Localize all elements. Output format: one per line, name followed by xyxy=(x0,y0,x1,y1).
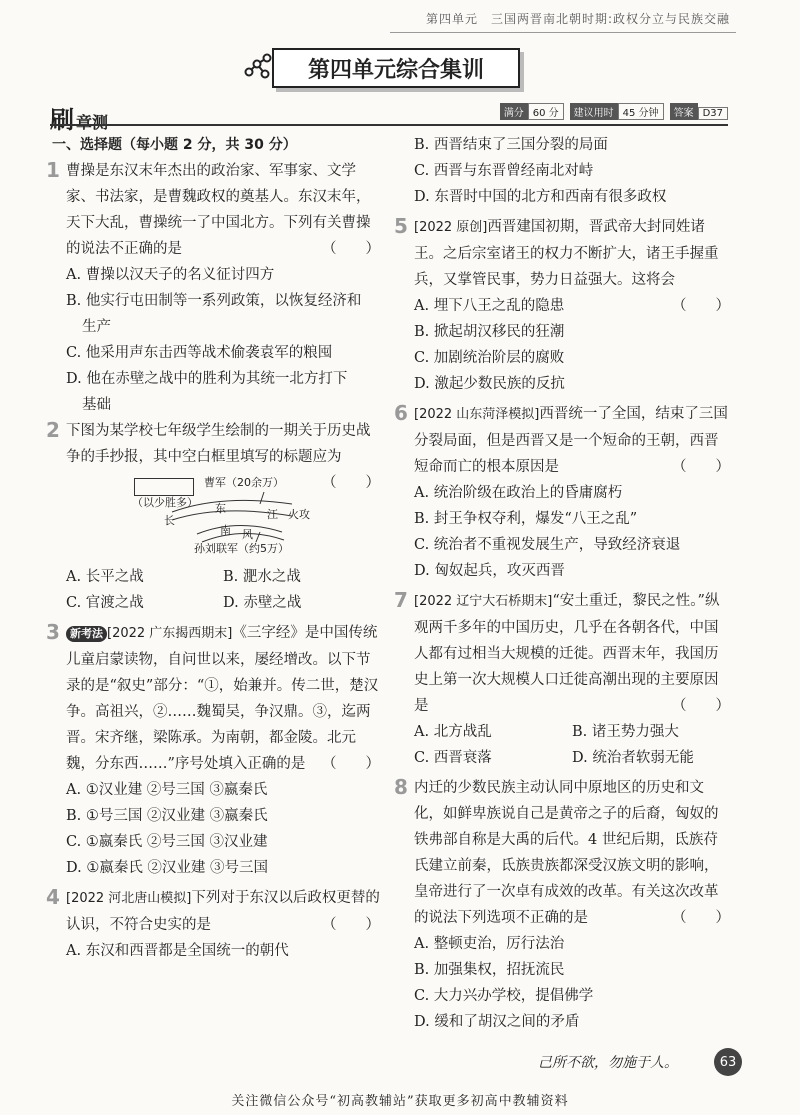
sun-liu-army-label: 孙刘联军（约5万） xyxy=(194,542,289,555)
option-b: B. 西晋结束了三国分裂的局面 xyxy=(414,137,608,153)
nan-label: 南 xyxy=(220,524,231,537)
question-stem: 西晋统一了全国，结束了三国分裂局面，但是西晋又是一个短命的王朝，西晋短命而亡的根本原因是 xyxy=(414,406,728,475)
score-label: 满分 xyxy=(500,103,528,120)
option-a: A. 东汉和西晋都是全国统一的朝代 xyxy=(66,943,289,959)
practice-divider xyxy=(50,124,728,126)
question-stem: 曹操是东汉末年杰出的政治家、军事家、文学家、书法家，是曹魏政权的奠基人。东汉末年，天下大乱，曹操统一了中国北方。下列有关曹操的说法不正确的是 xyxy=(66,163,371,257)
answer-paren: （ ） xyxy=(322,917,380,933)
page-title: 第四单元综合集训 xyxy=(272,48,520,88)
question-6 xyxy=(394,401,730,480)
option-d: D. ①嬴秦氏 ②汉业建 ③号三国 xyxy=(66,860,269,876)
question-7 xyxy=(394,588,730,719)
option-d: D. 他在赤壁之战中的胜利为其统一北方打下 xyxy=(66,371,348,387)
option-c: C. 他采用声东击西等战术偷袭袁军的粮囤 xyxy=(66,345,333,361)
time-label: 建议用时 xyxy=(570,103,618,120)
option-c: C. 官渡之战 xyxy=(66,595,144,611)
question-number: 2 xyxy=(46,418,60,442)
option-b: B. ①号三国 ②汉业建 ③嬴秦氏 xyxy=(66,808,268,824)
answer-paren: （ ） xyxy=(672,298,730,314)
question-number: 8 xyxy=(394,775,408,799)
option-c: C. 加剧统治阶层的腐败 xyxy=(414,350,565,366)
question-source: [2022 原创] xyxy=(414,220,488,235)
question-stem: “安土重迁，黎民之性。”纵观两千多年的中国历史，几乎在各朝各代，中国人都有过相当大规模的迁徙。西晋末年，我国历史上第一次大规模人口迁徙高潮出现的主要原因是 xyxy=(414,593,720,714)
question-source: [2022 山东菏泽模拟] xyxy=(414,407,540,422)
option-b-cont: 生产 xyxy=(82,319,111,335)
option-c: C. 西晋衰落 xyxy=(414,750,492,766)
footer-quote: 己所不欲，勿施于人。 xyxy=(538,1055,678,1071)
option-d: D. 统治者软弱无能 xyxy=(572,750,694,766)
battle-diagram xyxy=(52,474,380,556)
new-method-badge: 新考法 xyxy=(66,626,107,642)
question-number: 3 xyxy=(46,620,60,644)
practice-label-small: 章测 xyxy=(76,113,109,132)
option-d: D. 缓和了胡汉之间的矛盾 xyxy=(414,1014,580,1030)
question-source: [2022 广东揭西期末] xyxy=(107,626,233,641)
left-column xyxy=(46,132,380,964)
header-divider xyxy=(390,32,736,33)
practice-meta xyxy=(500,103,728,120)
time-value: 45 分钟 xyxy=(618,103,664,120)
option-d: D. 激起少数民族的反抗 xyxy=(414,376,565,392)
option-b: B. 加强集权，招抚流民 xyxy=(414,962,565,978)
question-3 xyxy=(46,620,380,777)
dong-label: 东 xyxy=(215,502,226,515)
question-number: 6 xyxy=(394,401,408,425)
question-number: 1 xyxy=(46,158,60,182)
question-8 xyxy=(394,775,730,931)
option-a: A. 北方战乱 xyxy=(414,724,492,740)
option-b: B. 他实行屯田制等一系列政策，以恢复经济和 xyxy=(66,293,362,309)
answer-paren: （ ） xyxy=(672,698,730,714)
question-1 xyxy=(46,158,380,262)
answer-paren: （ ） xyxy=(672,459,730,475)
option-b: B. 诸王势力强大 xyxy=(572,724,679,740)
option-d: D. 匈奴起兵，攻灭西晋 xyxy=(414,563,565,579)
question-source: [2022 河北唐山模拟] xyxy=(66,891,192,906)
jiang-label: 江 xyxy=(267,508,278,521)
option-a: A. 整顿吏治，厉行法治 xyxy=(414,936,565,952)
question-stem: 下图为某学校七年级学生绘制的一期关于历史战争的手抄报，其中空白框里填写的标题应为 xyxy=(66,423,371,465)
option-b: B. 封王争权夺利，爆发“八王之乱” xyxy=(414,511,638,527)
question-source: [2022 辽宁大石桥期末] xyxy=(414,594,553,609)
page-number: 63 xyxy=(714,1048,742,1076)
answer-paren: （ ） xyxy=(322,475,380,491)
question-number: 7 xyxy=(394,588,408,612)
option-d: D. 东晋时中国的北方和西南有很多政权 xyxy=(414,189,667,205)
cao-army-label: 曹军（20余万） xyxy=(204,476,284,489)
answer-paren: （ ） xyxy=(322,756,380,772)
few-beat-many-label: （以少胜多） xyxy=(132,496,198,509)
answer-paren: （ ） xyxy=(322,241,380,257)
answer-label: 答案 xyxy=(670,103,698,120)
question-4 xyxy=(46,885,380,938)
practice-label-big: 刷 xyxy=(50,106,74,134)
option-a: A. 曹操以汉天子的名义征讨四方 xyxy=(66,267,275,283)
right-column xyxy=(394,132,730,1035)
option-a: A. ①汉业建 ②号三国 ③嬴秦氏 xyxy=(66,782,268,798)
option-b: B. 淝水之战 xyxy=(223,569,301,585)
options-grid xyxy=(400,719,730,771)
option-b: B. 掀起胡汉移民的狂潮 xyxy=(414,324,565,340)
options-grid xyxy=(52,564,380,616)
section-title: 一、选择题（每小题 2 分，共 30 分） xyxy=(52,137,297,153)
option-a: A. 埋下八王之乱的隐患 xyxy=(414,298,565,314)
option-c: C. 大力兴办学校，提倡佛学 xyxy=(414,988,594,1004)
option-c: C. 统治者不重视发展生产，导致经济衰退 xyxy=(414,537,681,553)
chang-label: 长 xyxy=(164,514,175,527)
option-d: D. 赤壁之战 xyxy=(223,595,302,611)
fire-attack-label: 火攻 xyxy=(288,508,310,521)
option-c: C. 西晋与东晋曾经南北对峙 xyxy=(414,163,594,179)
bottom-notice: 关注微信公众号“初高教辅站”获取更多初高中教辅资料 xyxy=(231,1094,569,1109)
molecule-icon xyxy=(243,50,273,80)
question-stem: 西晋建国初期，晋武帝大封同姓诸王。之后宗室诸王的权力不断扩大，诸王手握重兵，又掌管民事，势力日益强大。这将会 xyxy=(414,219,719,288)
question-number: 4 xyxy=(46,885,60,909)
question-stem: 下列对于东汉以后政权更替的认识，不符合史实的是 xyxy=(66,890,380,933)
option-d-cont: 基础 xyxy=(82,397,111,413)
score-value: 60 分 xyxy=(528,103,564,120)
question-stem: 内迁的少数民族主动认同中原地区的历史和文化，如鲜卑族说自己是黄帝之子的后裔，匈奴的铁弗部自称是大禹的后代。4 世纪后期，氐族苻氏建立前秦，氐族贵族都深受汉族文明的影响，皇帝进行了一次卓有成效的改革。有关这次改革的说法下列选项不正确的是 xyxy=(414,780,719,926)
question-number: 5 xyxy=(394,214,408,238)
question-stem: 《三字经》是中国传统儿童启蒙读物，自问世以来，屡经增改。以下节录的是“叙史”部分：“①，始兼并。传二世，楚汉争。高祖兴，②……魏蜀吴，争汉鼎。③，迄两晋。宋齐继，梁陈承。为南朝，都金陵。北元魏，分东西……”序号处填入正确的是 xyxy=(66,625,379,772)
option-c: C. ①嬴秦氏 ②号三国 ③汉业建 xyxy=(66,834,268,850)
unit-header: 第四单元 三国两晋南北朝时期:政权分立与民族交融 xyxy=(425,12,730,26)
practice-label xyxy=(50,100,108,135)
feng-label: 风 xyxy=(242,528,253,541)
option-a: A. 统治阶级在政治上的昏庸腐朽 xyxy=(414,485,623,501)
answer-value: D37 xyxy=(698,107,728,120)
answer-paren: （ ） xyxy=(672,910,730,926)
option-a: A. 长平之战 xyxy=(66,569,144,585)
